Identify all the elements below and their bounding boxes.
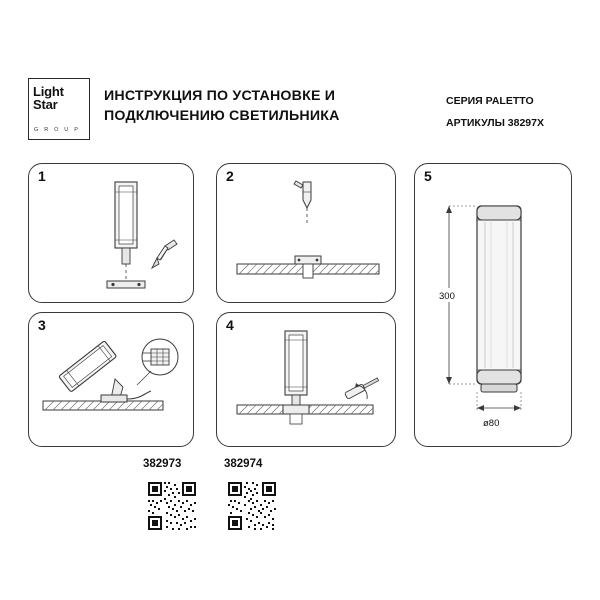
step-panel-3 (28, 312, 194, 447)
article-number: АРТИКУЛЫ 38297X (446, 117, 544, 129)
brand-logo-subtitle: G R O U P (34, 127, 81, 133)
step-2-illustration (217, 164, 397, 304)
step-number-4: 4 (226, 317, 234, 333)
step-3-illustration (29, 313, 195, 448)
article-code-1: 382973 (143, 458, 182, 470)
brand-logo-text: Light Star (33, 84, 64, 112)
step-number-2: 2 (226, 168, 234, 184)
step-panel-4 (216, 312, 396, 447)
step-panel-2 (216, 163, 396, 303)
brand-logo (28, 78, 90, 140)
step-4-illustration (217, 313, 397, 448)
qr-code-382973[interactable] (146, 480, 198, 532)
series-info (446, 90, 596, 134)
step-1-illustration (29, 164, 195, 304)
step-panel-1 (28, 163, 194, 303)
page-title: ИНСТРУКЦИЯ ПО УСТАНОВКЕ И ПОДКЛЮЧЕНИЮ СВЕТИЛЬНИКА (104, 88, 340, 124)
diameter-dimension-label: ø80 (483, 418, 500, 429)
series-name: СЕРИЯ PALETTO (446, 95, 534, 107)
step-number-3: 3 (38, 317, 46, 333)
qr-code-382974[interactable] (226, 480, 278, 532)
step-panel-5 (414, 163, 572, 447)
height-dimension-label: 300 (439, 291, 455, 302)
step-number-1: 1 (38, 168, 46, 184)
step-5-illustration (415, 164, 573, 448)
article-code-2: 382974 (224, 458, 263, 470)
step-number-5: 5 (424, 168, 432, 184)
